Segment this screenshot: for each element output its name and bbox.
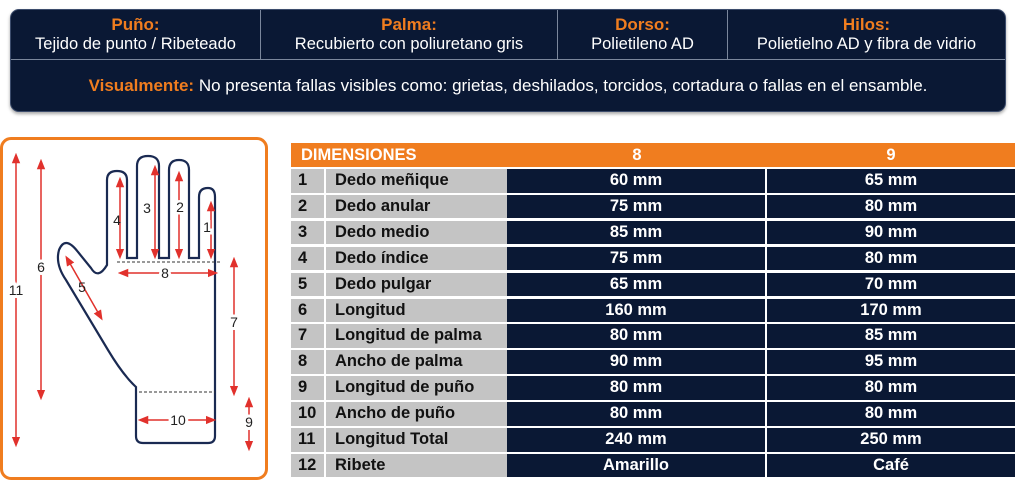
row-number: 12 [291,454,324,478]
row-number: 11 [291,428,324,452]
diagram-label-3: 3 [143,200,151,216]
diagram-label-8: 8 [161,265,169,281]
diagram-label-10: 10 [170,412,186,428]
table-row [291,428,1015,452]
diagram-label-4: 4 [113,212,121,228]
row-number: 6 [291,299,324,323]
table-header-size-9: 9 [767,143,1015,167]
row-value-size-9: 250 mm [767,428,1015,452]
visual-text: No presenta fallas visibles como: grietas, deshilados, torcidos, cortadura o fallas en el ensamble. [198,76,928,95]
diagram-label-6: 6 [37,259,45,275]
table-header-title: DIMENSIONES [291,143,507,167]
table-row [291,376,1015,400]
diagram-label-9: 9 [245,414,253,430]
row-value-size-8: 85 mm [507,221,765,245]
row-value-size-8: Amarillo [507,454,765,478]
table-row [291,454,1015,478]
spec-threads-label: Hilos: [842,15,891,34]
diagram-label-7: 7 [230,314,238,330]
glove-diagram [0,137,268,480]
visual-label: Visualmente: [88,76,195,95]
glove-svg [3,140,265,477]
row-name: Longitud Total [326,428,541,452]
spec-back-value: Polietileno AD [591,35,694,53]
row-value-size-8: 90 mm [507,350,765,374]
spec-threads [728,10,1005,59]
spec-cuff-value: Tejido de punto / Ribeteado [35,35,236,53]
diagram-label-2: 2 [176,199,184,215]
table-row [291,221,1015,245]
row-value-size-9: 65 mm [767,169,1015,193]
table-row [291,402,1015,426]
diagram-label-1: 1 [203,219,211,235]
row-number: 8 [291,350,324,374]
table-row [291,273,1015,297]
table-row [291,350,1015,374]
spec-row [11,10,1005,59]
row-value-size-9: 85 mm [767,324,1015,348]
row-value-size-8: 80 mm [507,324,765,348]
row-value-size-8: 75 mm [507,195,765,219]
row-value-size-9: 70 mm [767,273,1015,297]
row-name: Longitud de puño [326,376,541,400]
row-name: Dedo índice [326,247,541,271]
spec-palm-label: Palma: [381,15,437,34]
row-name: Ancho de puño [326,402,541,426]
row-number: 4 [291,247,324,271]
row-value-size-8: 240 mm [507,428,765,452]
row-name: Ancho de palma [326,350,541,374]
spec-cuff-label: Puño: [111,15,160,34]
spec-panel [10,9,1006,112]
row-name: Longitud [326,299,541,323]
table-header-size-8: 8 [507,143,767,167]
row-number: 2 [291,195,324,219]
glove-outline-icon [58,156,215,443]
row-value-size-8: 80 mm [507,376,765,400]
spec-threads-value: Polietielno AD y fibra de vidrio [756,35,977,53]
row-number: 3 [291,221,324,245]
diagram-label-5: 5 [78,279,86,295]
row-value-size-9: 90 mm [767,221,1015,245]
row-number: 9 [291,376,324,400]
row-value-size-9: 95 mm [767,350,1015,374]
spec-palm [261,10,558,59]
row-number: 10 [291,402,324,426]
spec-back-label: Dorso: [615,15,670,34]
spec-palm-value: Recubierto con poliuretano gris [294,35,524,53]
row-value-size-8: 60 mm [507,169,765,193]
spec-cuff [11,10,261,59]
row-name: Dedo meñique [326,169,541,193]
row-value-size-9: 170 mm [767,299,1015,323]
table-row [291,247,1015,271]
row-number: 5 [291,273,324,297]
diagram-label-11: 11 [8,282,24,298]
row-value-size-8: 80 mm [507,402,765,426]
row-name: Ribete [326,454,541,478]
row-value-size-8: 75 mm [507,247,765,271]
row-value-size-9: 80 mm [767,247,1015,271]
row-value-size-9: Café [767,454,1015,478]
row-name: Dedo medio [326,221,541,245]
row-value-size-8: 65 mm [507,273,765,297]
row-value-size-9: 80 mm [767,402,1015,426]
row-number: 1 [291,169,324,193]
table-row [291,299,1015,323]
row-name: Dedo anular [326,195,541,219]
row-value-size-8: 160 mm [507,299,765,323]
row-value-size-9: 80 mm [767,195,1015,219]
visual-inspection [11,60,1005,111]
table-row [291,169,1015,193]
row-number: 7 [291,324,324,348]
row-value-size-9: 80 mm [767,376,1015,400]
row-name: Dedo pulgar [326,273,541,297]
table-row [291,324,1015,348]
spec-back [558,10,728,59]
row-name: Longitud de palma [326,324,541,348]
table-row [291,195,1015,219]
